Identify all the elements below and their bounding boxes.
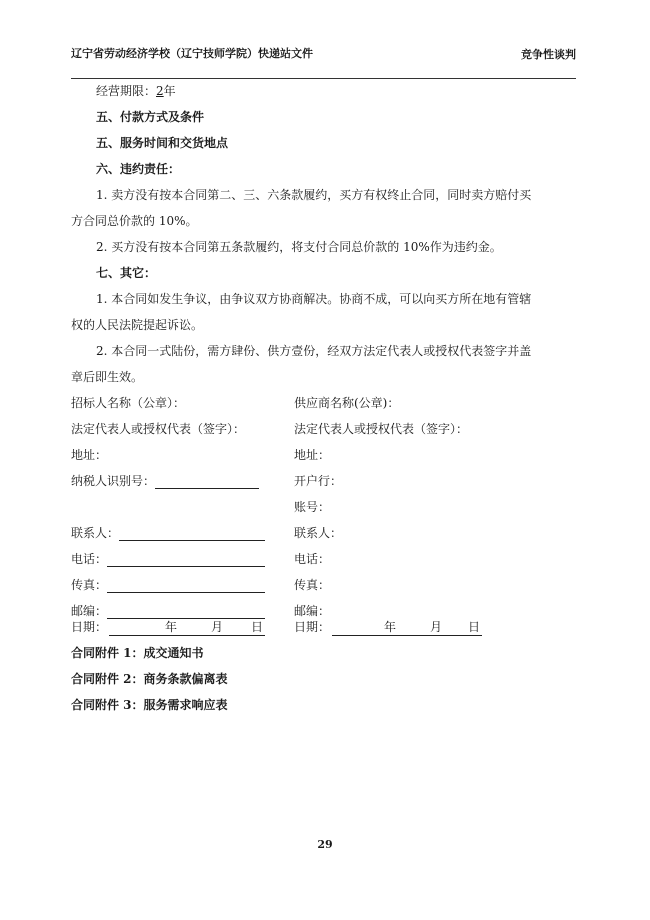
right-bank: 开户行： [294, 474, 343, 488]
term-years: 2 [156, 84, 164, 98]
left-fax-row [71, 576, 265, 593]
left-fax-field[interactable] [107, 579, 265, 593]
right-postcode: 邮编： [294, 604, 331, 618]
right-legal-rep: 法定代表人或授权代表（签字）： [294, 422, 469, 436]
section-6-clause-1-line-1: 1. 卖方没有按本合同第二、三、六条款履约，买方有权终止合同，同时卖方赔付买 [96, 188, 532, 202]
header-doc-type: 竞争性谈判 [521, 48, 576, 61]
left-phone-row [71, 550, 265, 567]
left-phone-field[interactable] [107, 553, 265, 567]
left-postcode-row [71, 602, 265, 619]
right-date-row [294, 618, 482, 636]
header-divider [71, 78, 576, 79]
section-7-clause-1-line-2: 权的人民法院提起诉讼。 [71, 318, 204, 332]
left-date-year: 年 [164, 620, 177, 634]
left-taxid-row [71, 472, 259, 489]
left-contact-label: 联系人： [71, 526, 120, 540]
left-postcode-label: 邮编： [71, 604, 108, 618]
section-5-payment: 五、付款方式及条件 [96, 110, 205, 124]
left-date-row [71, 618, 265, 636]
attachment-3: 合同附件 3：服务需求响应表 [71, 698, 228, 712]
left-address: 地址： [71, 448, 108, 462]
header-org-name: 辽宁省劳动经济学校（辽宁技师学院）快递站文件 [71, 47, 313, 60]
right-account: 账号： [294, 500, 331, 514]
right-date-day: 日 [467, 620, 480, 634]
left-date-label: 日期： [71, 620, 108, 634]
left-contact-row [71, 524, 265, 541]
section-5-service-time: 五、服务时间和交货地点 [96, 136, 229, 150]
term-line [96, 82, 176, 99]
left-date-day: 日 [250, 620, 263, 634]
left-date-field[interactable] [109, 618, 265, 636]
right-date-label: 日期： [294, 620, 331, 634]
section-7-clause-1-line-1: 1. 本合同如发生争议，由争议双方协商解决。协商不成，可以向买方所在地有管辖 [96, 292, 532, 306]
attachment-2: 合同附件 2：商务条款偏离表 [71, 672, 228, 686]
section-6-heading: 六、违约责任： [96, 162, 181, 176]
section-6-clause-1-line-2: 方合同总价款的 10%。 [71, 214, 198, 228]
right-date-month: 月 [429, 620, 442, 634]
section-7-clause-2-line-1: 2. 本合同一式陆份，需方肆份、供方壹份，经双方法定代表人或授权代表签字并盖 [96, 344, 532, 358]
right-address: 地址： [294, 448, 331, 462]
term-label: 经营期限： [96, 84, 157, 98]
left-taxid-field[interactable] [155, 475, 259, 489]
attachment-1: 合同附件 1：成交通知书 [71, 646, 204, 660]
left-date-month: 月 [210, 620, 223, 634]
right-supplier-name: 供应商名称(公章)： [294, 396, 400, 410]
right-fax: 传真： [294, 578, 331, 592]
left-taxid-label: 纳税人识别号： [71, 474, 156, 488]
right-phone: 电话： [294, 552, 331, 566]
left-tenderer-name: 招标人名称（公章）： [71, 396, 186, 410]
section-6-clause-2: 2. 买方没有按本合同第五条款履约，将支付合同总价款的 10%作为违约金。 [96, 240, 502, 254]
left-contact-field[interactable] [119, 527, 265, 541]
right-date-field[interactable] [332, 618, 482, 636]
right-contact: 联系人： [294, 526, 343, 540]
page-number: 29 [317, 838, 333, 851]
section-7-clause-2-line-2: 章后即生效。 [71, 370, 144, 384]
left-phone-label: 电话： [71, 552, 108, 566]
left-postcode-field[interactable] [107, 605, 265, 619]
left-fax-label: 传真： [71, 578, 108, 592]
right-date-year: 年 [383, 620, 396, 634]
section-7-heading: 七、其它： [96, 266, 157, 280]
left-legal-rep: 法定代表人或授权代表（签字）： [71, 422, 246, 436]
term-unit: 年 [163, 84, 176, 98]
